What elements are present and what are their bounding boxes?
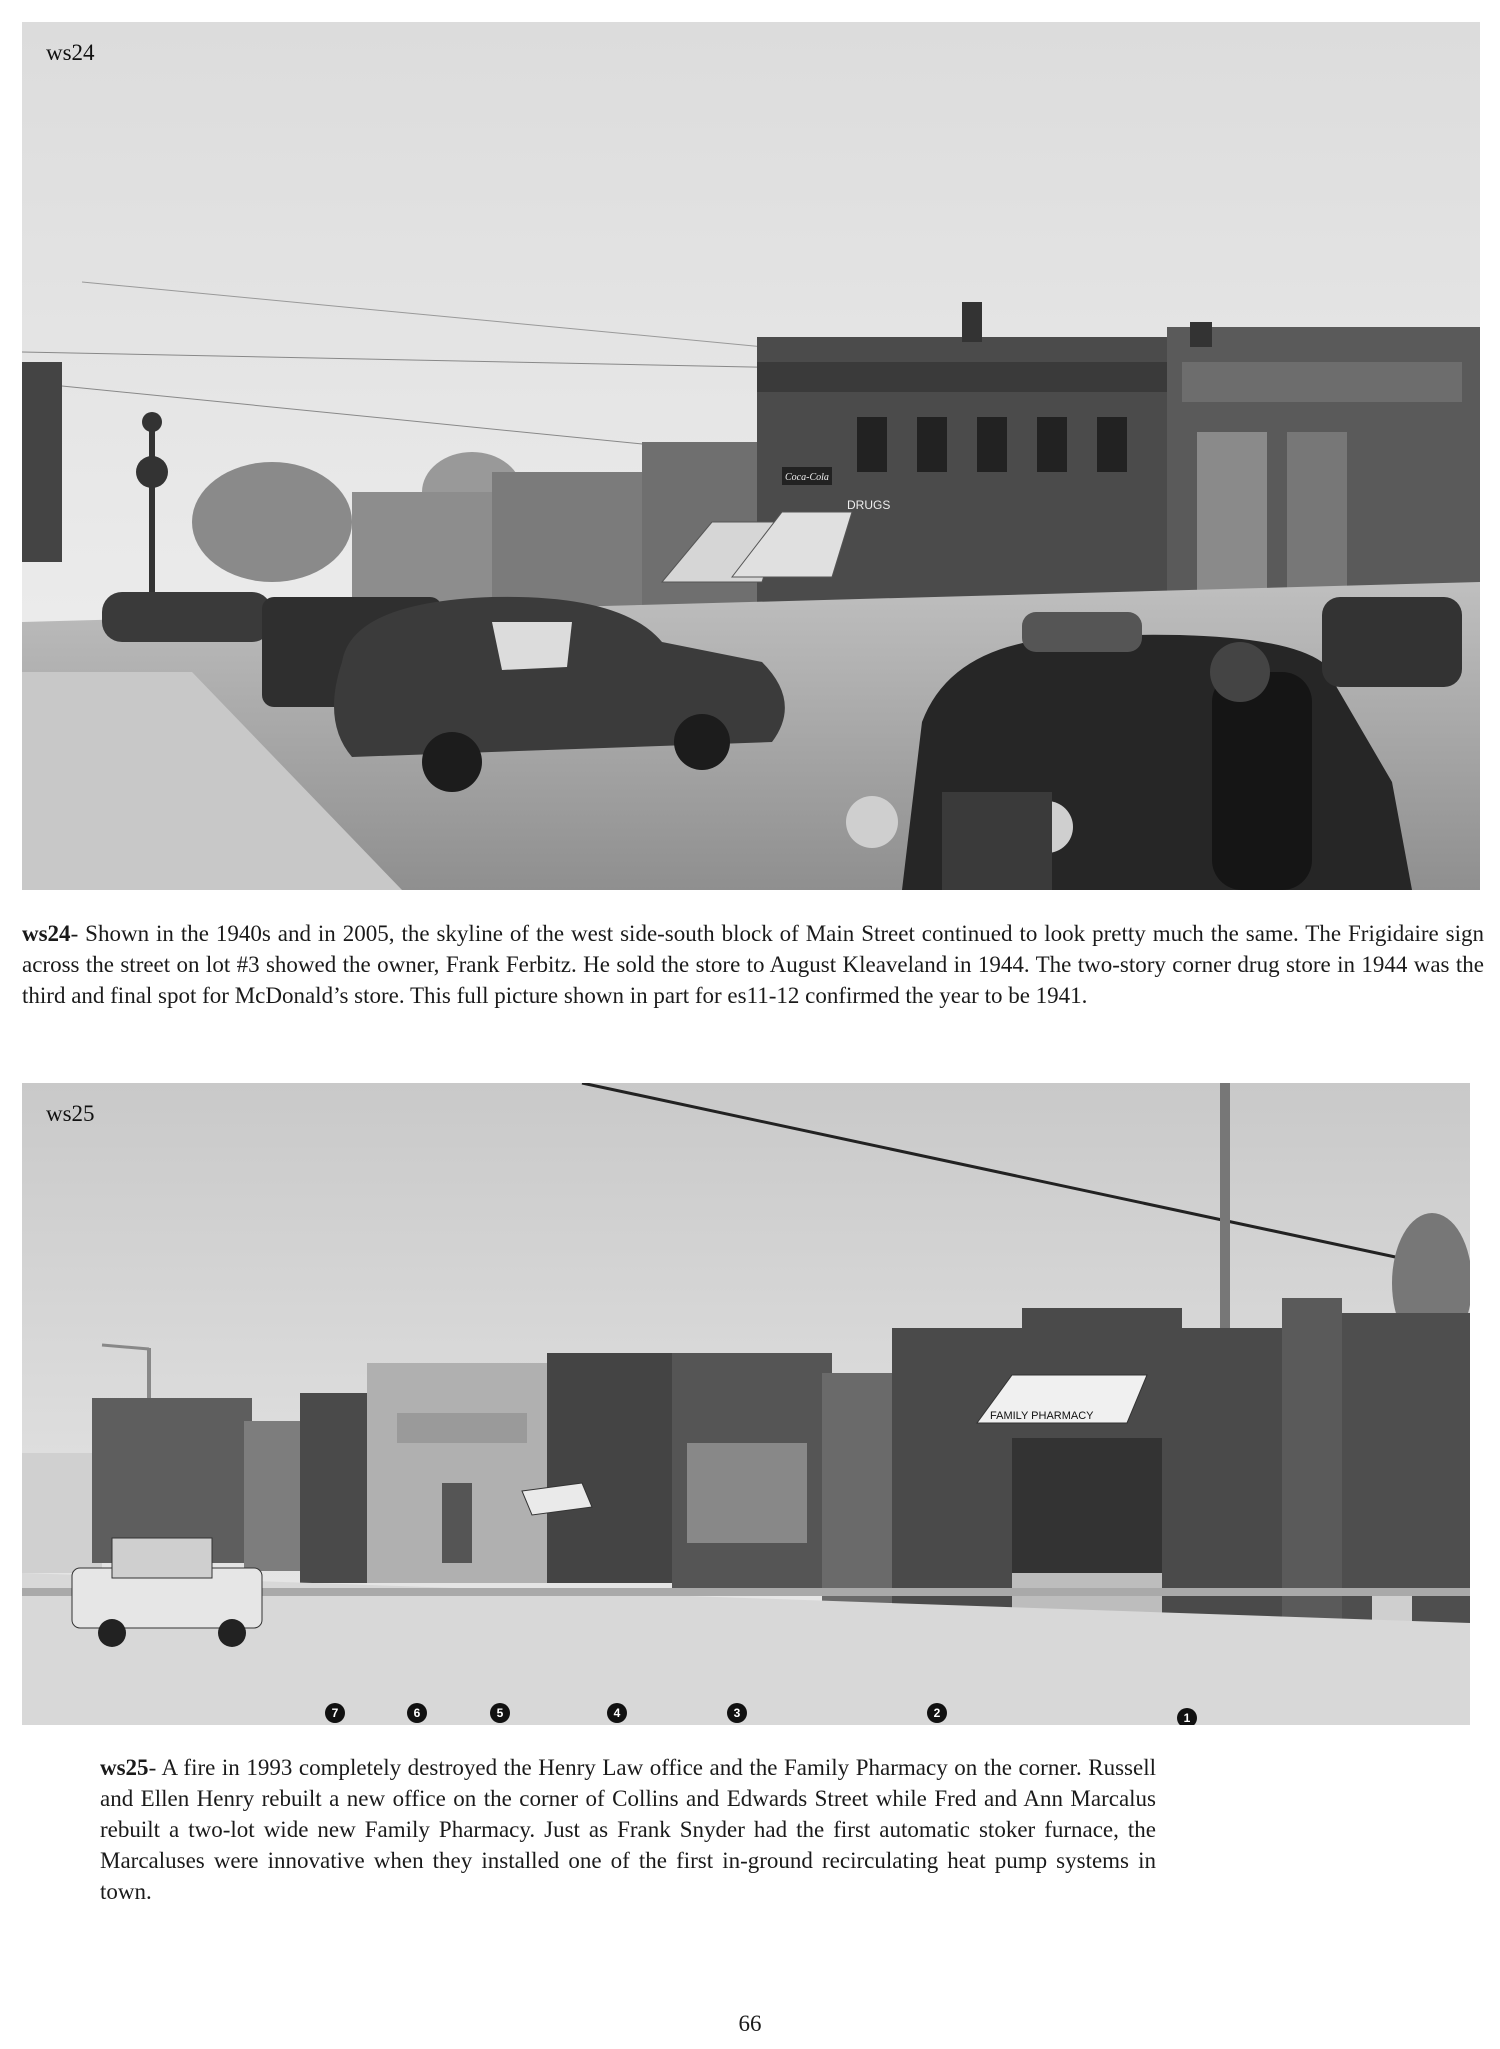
caption-ws24-text: - Shown in the 1940s and in 2005, the skyline of the west side-south block of Main Street continued to look pretty much the same. The Frigidaire sign across the street on lot #3 showed the owner, Frank Ferbitz. He sold the store to August Kleaveland in 1944. The two-story corner drug store in 1944 was the third and final spot for McDonald’s store. This full picture shown in part for es11-12 confirmed the year to be 1941. bbox=[22, 921, 1484, 1008]
caption-ws24 bbox=[22, 918, 1484, 1011]
svg-text:2: 2 bbox=[933, 1706, 941, 1720]
marker-6 bbox=[407, 1703, 427, 1723]
page-number: 66 bbox=[738, 2011, 762, 2036]
svg-text:7: 7 bbox=[331, 1706, 339, 1720]
svg-text:5: 5 bbox=[496, 1706, 504, 1720]
sign-drugs: DRUGS bbox=[847, 498, 891, 512]
photo-ws24 bbox=[22, 22, 1480, 890]
caption-ws25-id: ws25 bbox=[100, 1755, 149, 1780]
caption-ws25 bbox=[100, 1752, 1156, 1907]
photo-ws24-label: ws24 bbox=[46, 40, 95, 65]
svg-text:3: 3 bbox=[733, 1706, 741, 1720]
marker-7 bbox=[325, 1703, 345, 1723]
svg-text:4: 4 bbox=[613, 1706, 621, 1720]
sign-cocacola: Coca-Cola bbox=[785, 472, 829, 483]
svg-text:6: 6 bbox=[413, 1706, 421, 1720]
photo-ws25-image bbox=[22, 1083, 1470, 1725]
svg-text:1: 1 bbox=[1183, 1711, 1191, 1725]
sign-family-pharmacy: FAMILY PHARMACY bbox=[990, 1410, 1094, 1422]
marker-4 bbox=[607, 1703, 627, 1723]
photo-ws25-label: ws25 bbox=[46, 1101, 95, 1126]
marker-2 bbox=[927, 1703, 947, 1723]
marker-5 bbox=[490, 1703, 510, 1723]
caption-ws25-text: - A fire in 1993 completely destroyed the Henry Law office and the Family Pharmacy on the corner. Russell and Ellen Henry rebuilt a new office on the corner of Collins and Edwards Street while Fred and Ann Marcalus rebuilt a two-lot wide new Family Pharmacy. Just as Frank Snyder had the first automatic stoker furnace, the Marcaluses were innovative when they installed one of the first in-ground recirculating heat pump systems in town. bbox=[100, 1755, 1156, 1904]
caption-ws24-id: ws24 bbox=[22, 921, 71, 946]
photo-ws25 bbox=[22, 1083, 1470, 1725]
photo-ws24-image bbox=[22, 22, 1480, 890]
marker-3 bbox=[727, 1703, 747, 1723]
